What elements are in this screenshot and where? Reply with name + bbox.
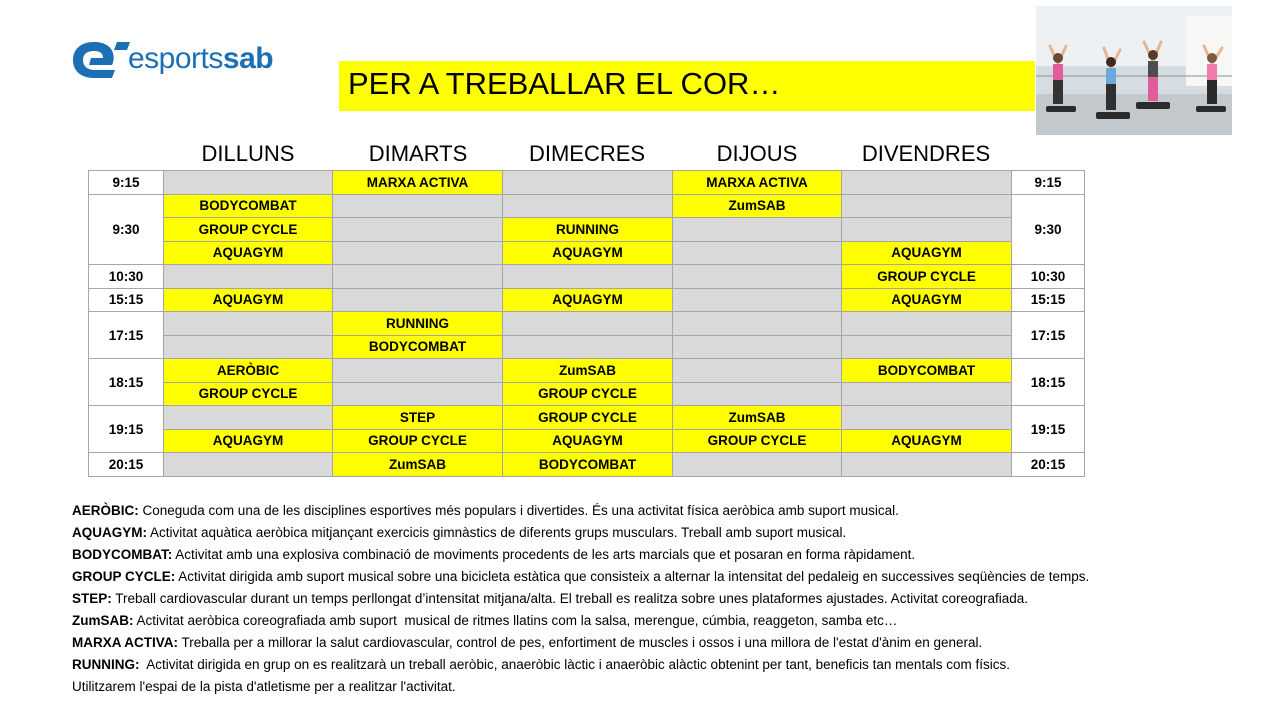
description-line bbox=[72, 632, 1262, 654]
description-term: GROUP CYCLE: bbox=[72, 569, 176, 584]
schedule-row bbox=[89, 335, 1085, 359]
empty-cell bbox=[673, 288, 842, 312]
description-term: ZumSAB: bbox=[72, 613, 134, 628]
empty-cell bbox=[164, 312, 333, 336]
class-cell: AQUAGYM bbox=[842, 241, 1012, 265]
description-term: AQUAGYM: bbox=[72, 525, 147, 540]
class-cell: AQUAGYM bbox=[503, 429, 673, 453]
empty-cell bbox=[333, 241, 503, 265]
time-slot-right: 9:30 bbox=[1012, 194, 1085, 265]
class-cell: ZumSAB bbox=[333, 453, 503, 477]
empty-cell bbox=[164, 171, 333, 195]
time-slot-right: 18:15 bbox=[1012, 359, 1085, 406]
empty-cell bbox=[333, 288, 503, 312]
esportssab-logo-mark bbox=[72, 38, 132, 83]
class-cell: RUNNING bbox=[503, 218, 673, 242]
class-cell: GROUP CYCLE bbox=[164, 218, 333, 242]
description-line bbox=[72, 588, 1262, 610]
empty-cell bbox=[673, 265, 842, 289]
class-cell: ZumSAB bbox=[673, 194, 842, 218]
description-text: Coneguda com una de les disciplines esportives més populars i divertides. És una activitat física aeròbica amb suport musical. bbox=[138, 503, 899, 518]
schedule-row bbox=[89, 265, 1085, 289]
schedule-body bbox=[89, 171, 1085, 477]
day-header-monday: DILLUNS bbox=[201, 141, 295, 166]
schedule-row bbox=[89, 218, 1085, 242]
empty-cell bbox=[842, 382, 1012, 406]
empty-cell bbox=[842, 335, 1012, 359]
description-line bbox=[72, 522, 1262, 544]
time-slot-left: 9:30 bbox=[89, 194, 164, 265]
time-slot-left: 19:15 bbox=[89, 406, 164, 453]
class-cell: ZumSAB bbox=[503, 359, 673, 383]
class-cell: AQUAGYM bbox=[842, 429, 1012, 453]
time-slot-right: 9:15 bbox=[1012, 171, 1085, 195]
time-slot-right: 17:15 bbox=[1012, 312, 1085, 359]
description-term: MARXA ACTIVA: bbox=[72, 635, 178, 650]
time-slot-right: 10:30 bbox=[1012, 265, 1085, 289]
class-cell: ZumSAB bbox=[673, 406, 842, 430]
description-text: Activitat dirigida en grup on es realitzarà un treball aeròbic, anaeròbic làctic i anaeròbic alàctic obtenint per tant, beneficis tan mentals com físics. bbox=[139, 657, 1010, 672]
page-title: PER A TREBALLAR EL COR… bbox=[348, 66, 781, 101]
time-slot-left: 9:15 bbox=[89, 171, 164, 195]
description-line bbox=[72, 654, 1262, 676]
empty-cell bbox=[842, 171, 1012, 195]
empty-cell bbox=[333, 382, 503, 406]
time-slot-left: 17:15 bbox=[89, 312, 164, 359]
class-cell: AQUAGYM bbox=[503, 288, 673, 312]
description-line bbox=[72, 566, 1262, 588]
time-slot-right: 19:15 bbox=[1012, 406, 1085, 453]
class-cell: MARXA ACTIVA bbox=[673, 171, 842, 195]
schedule-row bbox=[89, 429, 1085, 453]
class-cell: RUNNING bbox=[333, 312, 503, 336]
empty-cell bbox=[842, 406, 1012, 430]
empty-cell bbox=[842, 194, 1012, 218]
description-term: BODYCOMBAT: bbox=[72, 547, 173, 562]
class-cell: GROUP CYCLE bbox=[503, 382, 673, 406]
empty-cell bbox=[503, 265, 673, 289]
time-slot-right: 20:15 bbox=[1012, 453, 1085, 477]
empty-cell bbox=[503, 335, 673, 359]
schedule-row bbox=[89, 382, 1085, 406]
class-cell: STEP bbox=[333, 406, 503, 430]
class-cell: GROUP CYCLE bbox=[333, 429, 503, 453]
schedule-row bbox=[89, 288, 1085, 312]
description-text: Activitat amb una explosiva combinació de moviments procedents de les arts marcials que et posaran en forma ràpidament. bbox=[172, 547, 916, 562]
empty-cell bbox=[673, 382, 842, 406]
time-slot-left: 10:30 bbox=[89, 265, 164, 289]
schedule-row bbox=[89, 406, 1085, 430]
class-cell: BODYCOMBAT bbox=[164, 194, 333, 218]
day-header-wednesday: DIMECRES bbox=[528, 141, 646, 166]
description-text: Utilitzarem l'espai de la pista d'atletisme per a realitzar l'activitat. bbox=[72, 679, 456, 694]
schedule-row bbox=[89, 453, 1085, 477]
description-line bbox=[72, 500, 1262, 522]
esportssab-logo bbox=[72, 38, 272, 83]
empty-cell bbox=[673, 312, 842, 336]
class-cell: AERÒBIC bbox=[164, 359, 333, 383]
empty-cell bbox=[164, 335, 333, 359]
description-text: Treball cardiovascular durant un temps perllongat d’intensitat mitjana/alta. El treball es realitza sobre unes plataformes ajustades. Activitat coreografiada. bbox=[111, 591, 1029, 606]
description-term: RUNNING: bbox=[72, 657, 140, 672]
empty-cell bbox=[503, 171, 673, 195]
empty-cell bbox=[333, 265, 503, 289]
empty-cell bbox=[503, 194, 673, 218]
empty-cell bbox=[673, 453, 842, 477]
class-cell: MARXA ACTIVA bbox=[333, 171, 503, 195]
class-cell: AQUAGYM bbox=[842, 288, 1012, 312]
description-line bbox=[72, 676, 1262, 698]
class-cell: GROUP CYCLE bbox=[164, 382, 333, 406]
schedule-row bbox=[89, 312, 1085, 336]
class-cell: BODYCOMBAT bbox=[333, 335, 503, 359]
class-cell: BODYCOMBAT bbox=[503, 453, 673, 477]
day-header-friday: DIVENDRES bbox=[861, 141, 991, 166]
day-header-thursday: DIJOUS bbox=[716, 141, 798, 166]
empty-cell bbox=[842, 453, 1012, 477]
logo-wordmark: esportssab bbox=[128, 42, 274, 75]
empty-cell bbox=[164, 265, 333, 289]
schedule-row bbox=[89, 241, 1085, 265]
empty-cell bbox=[842, 218, 1012, 242]
empty-cell bbox=[673, 359, 842, 383]
class-cell: BODYCOMBAT bbox=[842, 359, 1012, 383]
description-term: STEP: bbox=[72, 591, 112, 606]
schedule-row bbox=[89, 359, 1085, 383]
class-cell: AQUAGYM bbox=[164, 429, 333, 453]
time-slot-left: 15:15 bbox=[89, 288, 164, 312]
time-slot-left: 18:15 bbox=[89, 359, 164, 406]
day-header-tuesday: DIMARTS bbox=[368, 141, 468, 166]
schedule-row bbox=[89, 194, 1085, 218]
time-slot-right: 15:15 bbox=[1012, 288, 1085, 312]
class-cell: GROUP CYCLE bbox=[503, 406, 673, 430]
description-term: AERÒBIC: bbox=[72, 503, 139, 518]
weekly-schedule-table bbox=[88, 170, 1085, 477]
description-text: Activitat dirigida amb suport musical sobre una bicicleta estàtica que consisteix a alternar la intensitat del pedaleig en successives seqüències de temps. bbox=[175, 569, 1090, 584]
empty-cell bbox=[164, 406, 333, 430]
time-slot-left: 20:15 bbox=[89, 453, 164, 477]
class-cell: AQUAGYM bbox=[164, 288, 333, 312]
empty-cell bbox=[673, 218, 842, 242]
empty-cell bbox=[673, 241, 842, 265]
description-text: Activitat aeròbica coreografiada amb suport musical de ritmes llatins com la salsa, merengue, cúmbia, reaggeton, samba etc… bbox=[133, 613, 898, 628]
description-text: Treballa per a millorar la salut cardiovascular, control de pes, enfortiment de muscles i ossos i una millora de l'estat d'ànim en general. bbox=[178, 635, 983, 650]
class-cell: GROUP CYCLE bbox=[673, 429, 842, 453]
empty-cell bbox=[164, 453, 333, 477]
class-cell: AQUAGYM bbox=[164, 241, 333, 265]
description-line bbox=[72, 610, 1262, 632]
schedule-row bbox=[89, 171, 1085, 195]
empty-cell bbox=[333, 218, 503, 242]
empty-cell bbox=[333, 194, 503, 218]
activity-descriptions bbox=[72, 500, 1262, 698]
empty-cell bbox=[842, 312, 1012, 336]
class-cell: GROUP CYCLE bbox=[842, 265, 1012, 289]
empty-cell bbox=[673, 335, 842, 359]
fitness-class-photo bbox=[1036, 6, 1232, 135]
class-cell: AQUAGYM bbox=[503, 241, 673, 265]
empty-cell bbox=[333, 359, 503, 383]
empty-cell bbox=[503, 312, 673, 336]
description-line bbox=[72, 544, 1262, 566]
title-banner bbox=[339, 61, 1035, 111]
description-text: Activitat aquàtica aeròbica mitjançant exercicis gimnàstics de diferents grups musculars. Treball amb suport musical. bbox=[147, 525, 847, 540]
